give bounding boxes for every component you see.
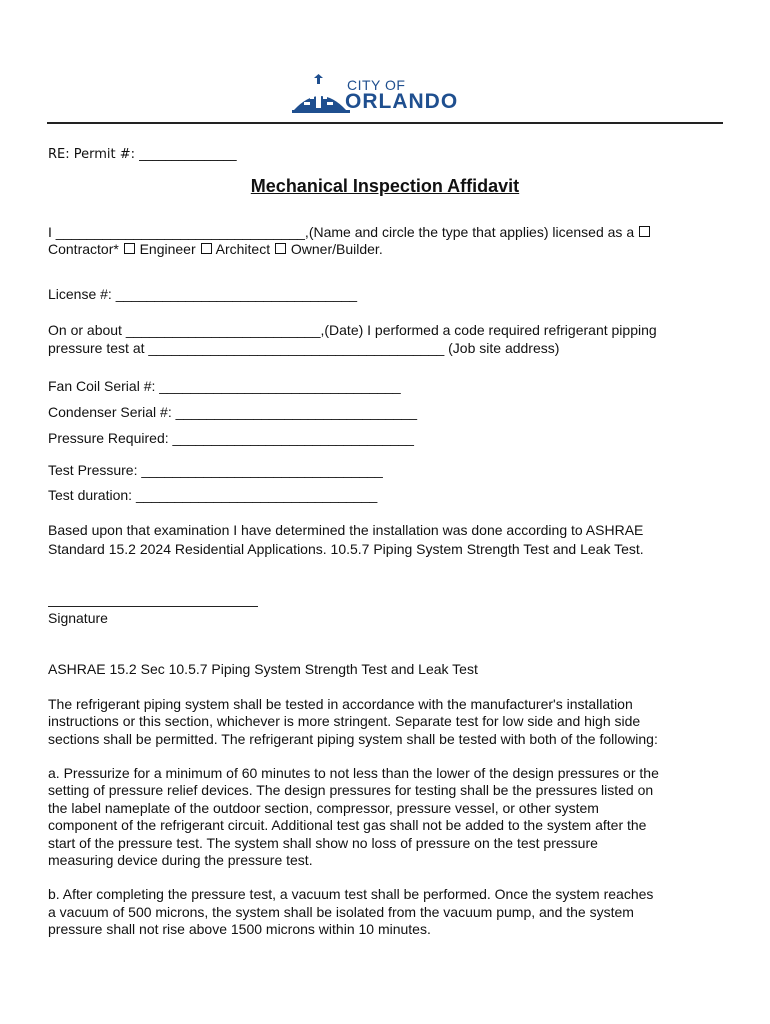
para1-line: The refrigerant piping system shall be tested in accordance with the manufacturer's installation [48,696,633,712]
option-contractor: Contractor* [48,241,123,257]
para1-line: instructions or this section, whichever is more stringent. Separate test for low side and high side [48,713,641,729]
checkbox-icon[interactable] [201,243,212,254]
para2-line: the label nameplate of the outdoor section, compressor, pressure vessel, or other system [48,800,599,816]
statement-line-1: Based upon that examination I have determined the installation was done according to ASHRAE [48,522,644,538]
license-number-line: License #: _______________________________ [48,286,358,302]
test-pressure-line: Test Pressure: _______________________________ [48,462,383,478]
checkbox-icon[interactable] [639,226,650,237]
section-heading: ASHRAE 15.2 Sec 10.5.7 Piping System Strength Test and Leak Test [48,661,478,677]
signature-line [48,606,258,607]
para1-line: sections shall be permitted. The refrigerant piping system shall be tested with both of the following: [48,731,658,747]
permit-number-line: RE: Permit #: _______________ [48,147,237,162]
signature-label: Signature [48,610,108,626]
logo-city-of: CITY OF [347,77,406,93]
option-architect: Architect [212,241,274,257]
condenser-serial-line: Condenser Serial #: _______________________________ [48,404,417,420]
para2-line: setting of pressure relief devices. The design pressures for testing shall be the pressures listed on [48,782,654,798]
option-engineer: Engineer [135,241,200,257]
document-title: Mechanical Inspection Affidavit [250,176,520,196]
pressure-required-line: Pressure Required: _______________________________ [48,430,414,446]
logo-orlando: ORLANDO [345,90,459,113]
fan-coil-serial-line: Fan Coil Serial #: _______________________________ [48,378,401,394]
checkbox-icon[interactable] [275,243,286,254]
statement-line-2: Standard 15.2 2024 Residential Applications. 10.5.7 Piping System Strength Test and Leak Test. [48,541,644,557]
para2-line: start of the pressure test. The system shall show no loss of pressure on the test pressure [48,835,598,851]
job-site-line: pressure test at ______________________________________ (Job site address) [48,340,560,356]
test-duration-line: Test duration: _______________________________ [48,487,378,503]
checkbox-icon[interactable] [124,243,135,254]
option-owner-builder: Owner/Builder. [287,241,383,257]
para3-line: pressure shall not rise above 1500 microns within 10 minutes. [48,921,431,937]
license-type-line [48,240,383,258]
para2-line: component of the refrigerant circuit. Additional test gas shall not be added to the system after the [48,817,647,833]
para3-line: b. After completing the pressure test, a vacuum test shall be performed. Once the system reaches [48,886,654,902]
header-divider [47,122,723,124]
date-line: On or about _________________________,(Date) I performed a code required refrigerant pipping [48,322,657,338]
para2-line: measuring device during the pressure test. [48,852,313,868]
name-line [48,223,651,241]
name-line-text: I ________________________________,(Name and circle the type that applies) licensed as a [48,224,638,240]
para3-line: a vacuum of 500 microns, the system shall be isolated from the vacuum pump, and the system [48,904,634,920]
para2-line: a. Pressurize for a minimum of 60 minutes to not less than the lower of the design pressures or the [48,765,659,781]
city-of-orlando-logo [292,72,482,116]
city-skyline-icon [292,72,352,116]
